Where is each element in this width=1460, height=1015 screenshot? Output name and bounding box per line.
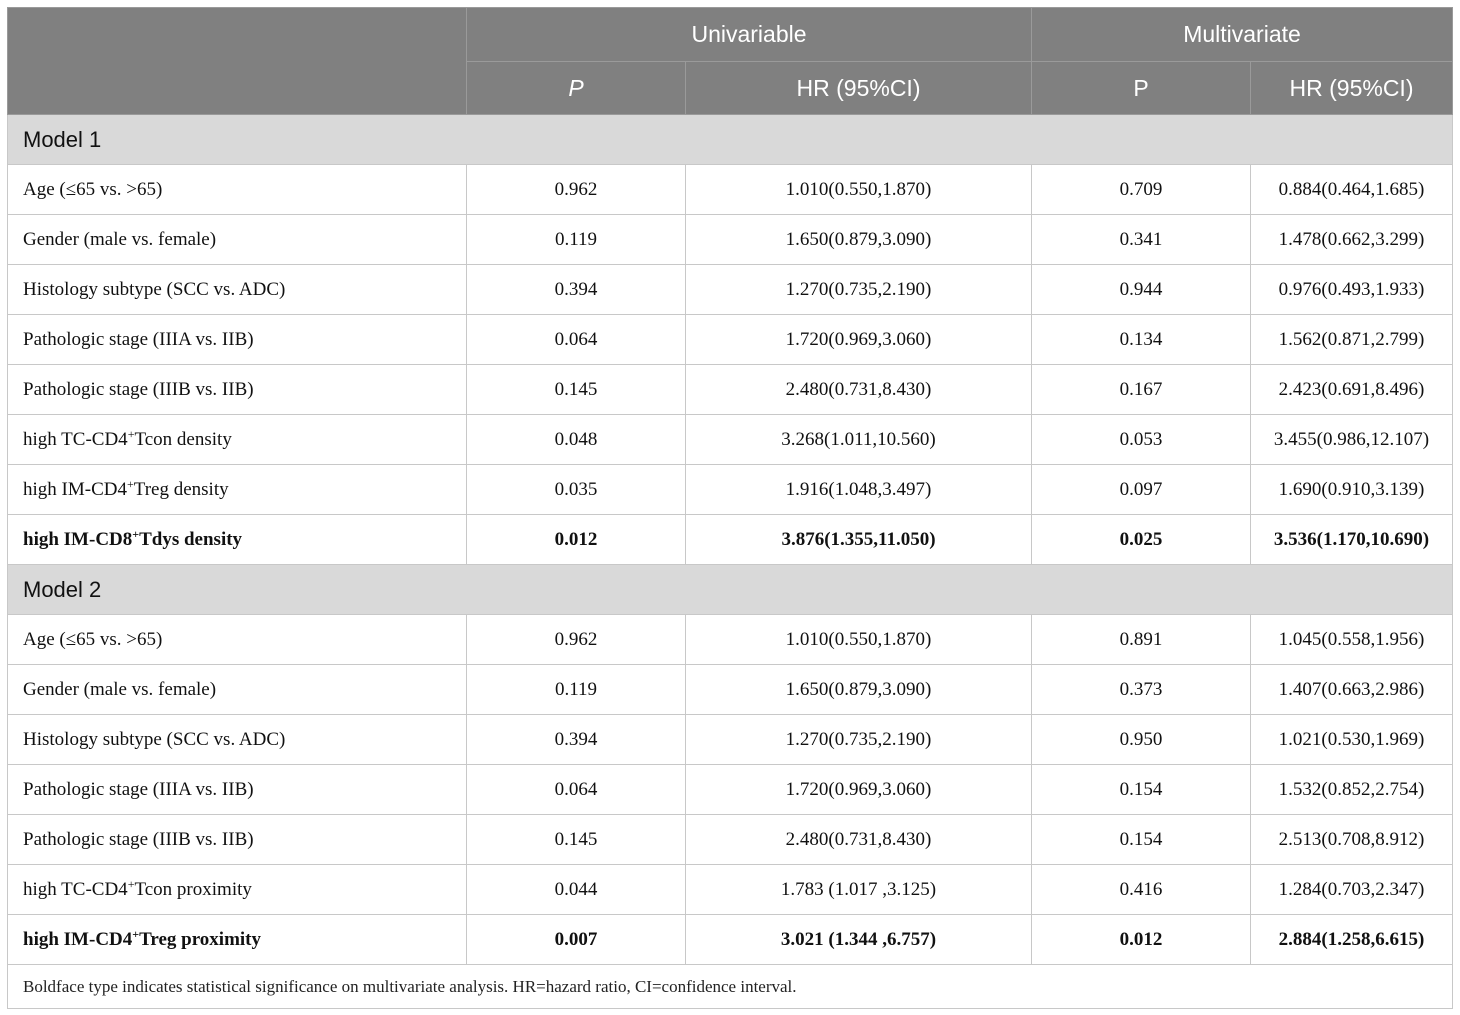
p-univariable: 0.064 [467, 765, 686, 815]
p-multivariate: 0.134 [1032, 315, 1251, 365]
hr-multivariate: 2.513(0.708,8.912) [1251, 815, 1453, 865]
hr-univariable: 1.650(0.879,3.090) [686, 665, 1032, 715]
row-label: Pathologic stage (IIIA vs. IIB) [8, 315, 467, 365]
hr-multivariate: 1.021(0.530,1.969) [1251, 715, 1453, 765]
p-univariable: 0.394 [467, 265, 686, 315]
label-prefix: high IM-CD8 [23, 528, 133, 550]
hr-multivariate: 1.478(0.662,3.299) [1251, 215, 1453, 265]
label-suffix: Tdys density [139, 528, 243, 550]
section-title-model-2: Model 2 [8, 565, 1453, 615]
label-prefix: high IM-CD4 [23, 928, 133, 950]
hr-univariable: 2.480(0.731,8.430) [686, 815, 1032, 865]
label-suffix: Tcon proximity [134, 878, 252, 900]
p-multivariate: 0.944 [1032, 265, 1251, 315]
table-row [8, 315, 1453, 365]
hr-univariable: 3.268(1.011,10.560) [686, 415, 1032, 465]
results-table-container [7, 7, 1452, 1009]
header-univariable: Univariable [467, 8, 1032, 62]
row-label: Histology subtype (SCC vs. ADC) [8, 265, 467, 315]
p-univariable: 0.064 [467, 315, 686, 365]
table-row [8, 715, 1453, 765]
table-row [8, 165, 1453, 215]
p-univariable: 0.035 [467, 465, 686, 515]
hr-univariable: 1.270(0.735,2.190) [686, 715, 1032, 765]
table-row-significant [8, 915, 1453, 965]
cox-regression-table [7, 7, 1453, 1009]
label-superscript: + [127, 876, 135, 891]
header-hr-multivariate: HR (95%CI) [1251, 62, 1453, 115]
hr-univariable: 1.270(0.735,2.190) [686, 265, 1032, 315]
p-multivariate: 0.167 [1032, 365, 1251, 415]
hr-multivariate: 3.455(0.986,12.107) [1251, 415, 1453, 465]
p-multivariate: 0.373 [1032, 665, 1251, 715]
row-label: Gender (male vs. female) [8, 215, 467, 265]
header-blank-cell [8, 8, 467, 115]
table-row [8, 265, 1453, 315]
p-multivariate: 0.950 [1032, 715, 1251, 765]
p-univariable: 0.145 [467, 365, 686, 415]
hr-univariable: 1.010(0.550,1.870) [686, 615, 1032, 665]
label-prefix: high IM-CD4 [23, 478, 127, 500]
table-row [8, 765, 1453, 815]
hr-univariable: 3.021 (1.344 ,6.757) [686, 915, 1032, 965]
hr-univariable: 1.720(0.969,3.060) [686, 765, 1032, 815]
header-multivariate: Multivariate [1032, 8, 1453, 62]
p-multivariate: 0.025 [1032, 515, 1251, 565]
p-univariable: 0.048 [467, 415, 686, 465]
row-label: Age (≤65 vs. >65) [8, 165, 467, 215]
p-multivariate: 0.012 [1032, 915, 1251, 965]
table-row [8, 615, 1453, 665]
p-multivariate: 0.154 [1032, 815, 1251, 865]
label-suffix: Treg density [133, 478, 229, 500]
hr-multivariate: 1.284(0.703,2.347) [1251, 865, 1453, 915]
table-header [8, 8, 1453, 115]
p-multivariate: 0.341 [1032, 215, 1251, 265]
table-row [8, 215, 1453, 265]
p-multivariate: 0.709 [1032, 165, 1251, 215]
hr-univariable: 1.783 (1.017 ,3.125) [686, 865, 1032, 915]
hr-univariable: 1.720(0.969,3.060) [686, 315, 1032, 365]
row-label: Pathologic stage (IIIB vs. IIB) [8, 365, 467, 415]
row-label: Gender (male vs. female) [8, 665, 467, 715]
p-multivariate: 0.416 [1032, 865, 1251, 915]
section-title-model-1: Model 1 [8, 115, 1453, 165]
hr-univariable: 1.916(1.048,3.497) [686, 465, 1032, 515]
label-superscript: + [127, 426, 135, 441]
row-label [8, 415, 467, 465]
p-univariable: 0.962 [467, 165, 686, 215]
hr-multivariate: 0.976(0.493,1.933) [1251, 265, 1453, 315]
row-label [8, 465, 467, 515]
hr-univariable: 1.650(0.879,3.090) [686, 215, 1032, 265]
p-multivariate: 0.097 [1032, 465, 1251, 515]
hr-multivariate: 1.407(0.663,2.986) [1251, 665, 1453, 715]
hr-multivariate: 0.884(0.464,1.685) [1251, 165, 1453, 215]
p-univariable: 0.962 [467, 615, 686, 665]
row-label [8, 915, 467, 965]
table-row [8, 415, 1453, 465]
table-row-significant [8, 515, 1453, 565]
label-superscript: + [132, 526, 140, 541]
row-label: Pathologic stage (IIIA vs. IIB) [8, 765, 467, 815]
table-footnote: Boldface type indicates statistical significance on multivariate analysis. HR=hazard ratio, CI=confidence interval. [8, 965, 1453, 1009]
p-multivariate: 0.154 [1032, 765, 1251, 815]
p-multivariate: 0.891 [1032, 615, 1251, 665]
hr-multivariate: 1.045(0.558,1.956) [1251, 615, 1453, 665]
hr-univariable: 2.480(0.731,8.430) [686, 365, 1032, 415]
header-p-multivariate: P [1032, 62, 1251, 115]
p-univariable: 0.119 [467, 665, 686, 715]
row-label [8, 515, 467, 565]
label-superscript: + [126, 476, 134, 491]
row-label [8, 865, 467, 915]
p-univariable: 0.119 [467, 215, 686, 265]
p-univariable: 0.007 [467, 915, 686, 965]
label-prefix: high TC-CD4 [23, 428, 128, 450]
hr-multivariate: 1.690(0.910,3.139) [1251, 465, 1453, 515]
row-label: Histology subtype (SCC vs. ADC) [8, 715, 467, 765]
row-label: Age (≤65 vs. >65) [8, 615, 467, 665]
hr-multivariate: 3.536(1.170,10.690) [1251, 515, 1453, 565]
label-prefix: high TC-CD4 [23, 878, 128, 900]
p-univariable: 0.012 [467, 515, 686, 565]
header-hr-univariable: HR (95%CI) [686, 62, 1032, 115]
p-univariable: 0.145 [467, 815, 686, 865]
table-row [8, 365, 1453, 415]
hr-univariable: 3.876(1.355,11.050) [686, 515, 1032, 565]
table-row [8, 465, 1453, 515]
hr-multivariate: 2.423(0.691,8.496) [1251, 365, 1453, 415]
label-suffix: Tcon density [134, 428, 232, 450]
table-row [8, 665, 1453, 715]
p-univariable: 0.394 [467, 715, 686, 765]
row-label: Pathologic stage (IIIB vs. IIB) [8, 815, 467, 865]
hr-multivariate: 1.562(0.871,2.799) [1251, 315, 1453, 365]
p-multivariate: 0.053 [1032, 415, 1251, 465]
header-p-univariable: P [467, 62, 686, 115]
label-superscript: + [132, 926, 140, 941]
table-row [8, 815, 1453, 865]
hr-multivariate: 2.884(1.258,6.615) [1251, 915, 1453, 965]
label-suffix: Treg proximity [139, 928, 262, 950]
table-row [8, 865, 1453, 915]
p-univariable: 0.044 [467, 865, 686, 915]
hr-multivariate: 1.532(0.852,2.754) [1251, 765, 1453, 815]
hr-univariable: 1.010(0.550,1.870) [686, 165, 1032, 215]
